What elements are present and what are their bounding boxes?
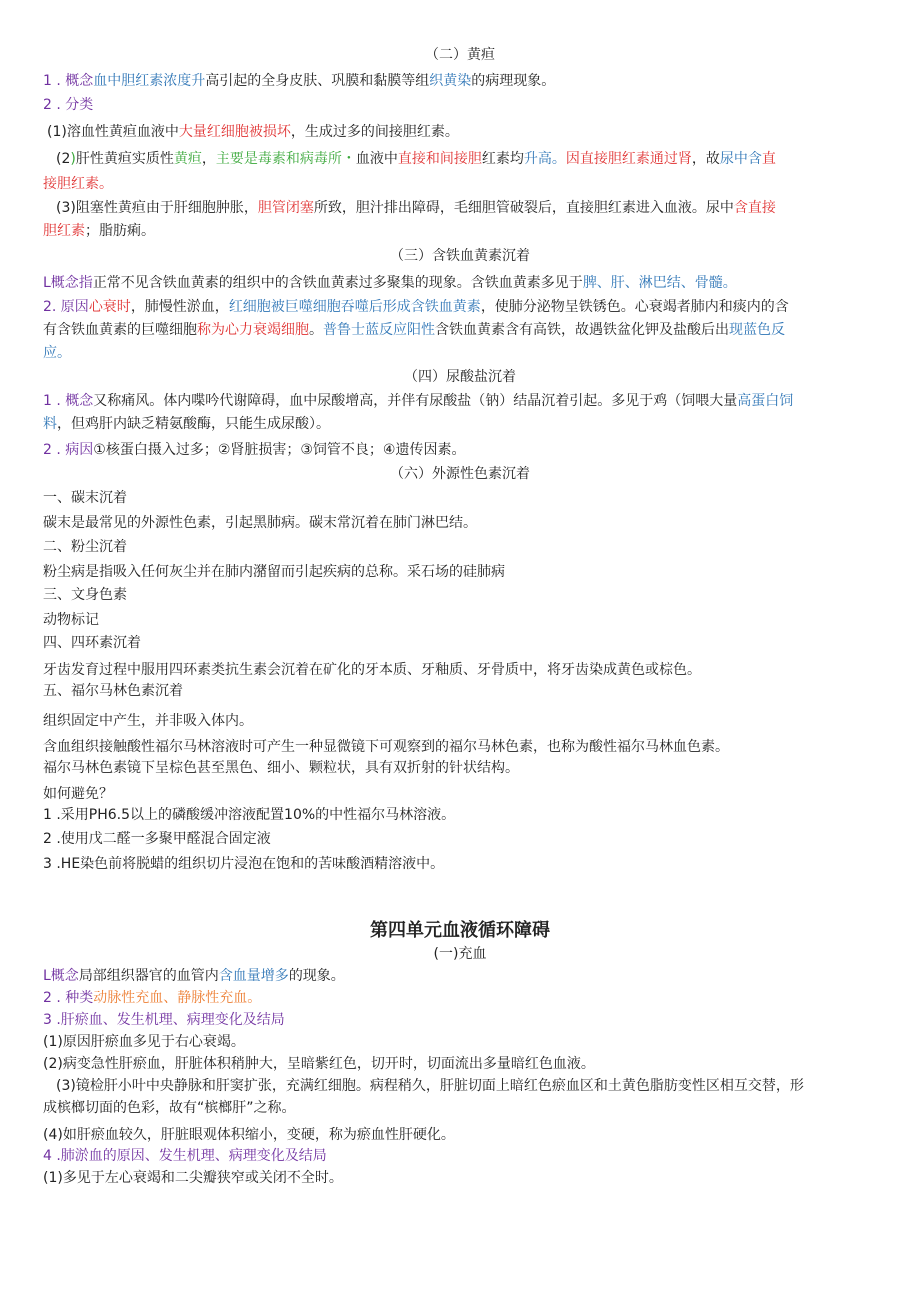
hemosiderin-cause-cont: 有含铁血黄素的巨噬细胞称为心力衰竭细胞。普鲁士蓝反应阳性含铁血黄素含有高铁，故遇铁盆化钾及盐酸后出现蓝色反	[43, 322, 785, 338]
urate-cause: 2 . 病因①核蛋白摄入过多；②肾脏损害；③饲管不良；④遗传因素。	[43, 442, 466, 458]
unit-subtitle: (一)充血	[433, 946, 487, 962]
list-item: 二、粉尘沉着	[43, 539, 127, 555]
list-item: (2)病变急性肝瘀血，肝脏体积稍肿大，呈暗紫红色，切开时，切面流出多量暗红色血液。	[43, 1056, 595, 1072]
section-title-exogenous: （六）外源性色素沉着	[390, 466, 530, 482]
list-item: 粉尘病是指吸入任何灰尘并在肺内潴留而引起疾病的总称。采石场的硅肺病	[43, 564, 505, 580]
hemosiderin-cause-end: 应。	[43, 345, 71, 361]
section-title-urate: （四）尿酸盐沉着	[404, 369, 516, 385]
hyperemia-concept: L概念局部组织器官的血管内含血量增多的现象。	[43, 968, 345, 984]
list-item: 三、文身色素	[43, 587, 127, 603]
list-item: 1 .采用PH6.5以上的磷酸缓冲溶液配置10%的中性福尔马林溶液。	[43, 807, 456, 823]
urate-concept: 1 . 概念又称痛风。体内喋吟代谢障碍，血中尿酸增高，并伴有尿酸盐（钠）结晶沉着引起。多见于鸡（饲喂大量高蛋白饲	[43, 393, 794, 409]
hemosiderin-cause: 2. 原因心衰时，肺慢性淤血，红细胞被巨噬细胞吞噬后形成含铁血黄素，使肺分泌物呈铁锈色。心衰竭者肺内和痰内的含	[43, 299, 789, 315]
hepatic-jaundice-cont: 接胆红素。	[43, 176, 113, 192]
hepatic-jaundice: (2)肝性黄疸实质性黄疸，主要是毒素和病毒所・血液中直接和间接胆红素均升高。因直接胆红素通过肾，故尿中含直	[56, 151, 776, 167]
hemosiderin-concept: L概念指正常不见含铁血黄素的组织中的含铁血黄素过多聚集的现象。含铁血黄素多见于脾、肝、淋巴结、骨髓。	[43, 275, 737, 291]
list-item: 如何避免？	[43, 786, 113, 802]
list-item: 组织固定中产生，并非吸入体内。	[43, 713, 253, 729]
list-item: 含血组织接触酸性福尔马林溶液时可产生一种显微镜下可观察到的福尔马林色素，也称为酸性福尔马林血色素。	[43, 739, 729, 755]
lung-congestion-heading: 4 .肺淤血的原因、发生机理、病理变化及结局	[43, 1148, 327, 1164]
list-item: (3)镜检肝小叶中央静脉和肝窦扩张，充满红细胞。病程稍久，肝脏切面上暗红色瘀血区和土黄色脂肪变性区相互交替，形	[56, 1078, 804, 1094]
list-item: 牙齿发育过程中服用四环素类抗生素会沉着在矿化的牙本质、牙釉质、牙骨质中，将牙齿染成黄色或棕色。	[43, 662, 701, 678]
list-item: 碳末是最常见的外源性色素，引起黑肺病。碳末常沉着在肺门淋巴结。	[43, 515, 477, 531]
list-item: 动物标记	[43, 612, 99, 628]
list-item: (1)原因肝瘀血多见于右心衰竭。	[43, 1034, 245, 1050]
list-item: 3 .HE染色前将脱蜡的组织切片浸泡在饱和的苦味酸酒精溶液中。	[43, 856, 445, 872]
hemolytic-jaundice: (1)溶血性黄疸血液中大量红细胞被损坏，生成过多的间接胆红素。	[47, 124, 459, 140]
jaundice-classification: 2 . 分类	[43, 97, 94, 113]
section-title-jaundice: （二）黄疸	[425, 47, 495, 63]
obstructive-jaundice: (3)阻塞性黄疸由于肝细胞肿胀，胆管闭塞所致，胆汁排出障碍，毛细胆管破裂后，直接胆红素进入血液。尿中含直接	[56, 200, 776, 216]
hyperemia-types: 2 . 种类动脉性充血、静脉性充血。	[43, 990, 262, 1006]
unit-title: 第四单元血液循环障碍	[370, 920, 550, 941]
section-title-hemosiderin: （三）含铁血黄素沉着	[390, 248, 530, 264]
liver-congestion-heading: 3 .肝瘀血、发生机理、病理变化及结局	[43, 1012, 285, 1028]
jaundice-concept: 1 . 概念血中胆红素浓度升高引起的全身皮肤、巩膜和黏膜等组织黄染的病理现象。	[43, 73, 556, 89]
urate-concept-cont: 料，但鸡肝内缺乏精氨酸酶，只能生成尿酸）。	[43, 416, 330, 432]
list-item: (1)多见于左心衰竭和二尖瓣狭窄或关闭不全时。	[43, 1170, 343, 1186]
list-item: 福尔马林色素镜下呈棕色甚至黑色、细小、颗粒状，具有双折射的针状结构。	[43, 760, 519, 776]
list-item: (4)如肝瘀血较久，肝脏眼观体积缩小，变硬，称为瘀血性肝硬化。	[43, 1127, 455, 1143]
list-item: 五、福尔马林色素沉着	[43, 683, 183, 699]
list-item: 一、碳末沉着	[43, 490, 127, 506]
list-item: 成槟榔切面的色彩，故有“槟榔肝”之称。	[43, 1100, 296, 1116]
obstructive-jaundice-cont: 胆红素；脂肪痢。	[43, 223, 155, 239]
list-item: 2 .使用戊二醛一多聚甲醛混合固定液	[43, 831, 271, 847]
list-item: 四、四环素沉着	[43, 635, 141, 651]
